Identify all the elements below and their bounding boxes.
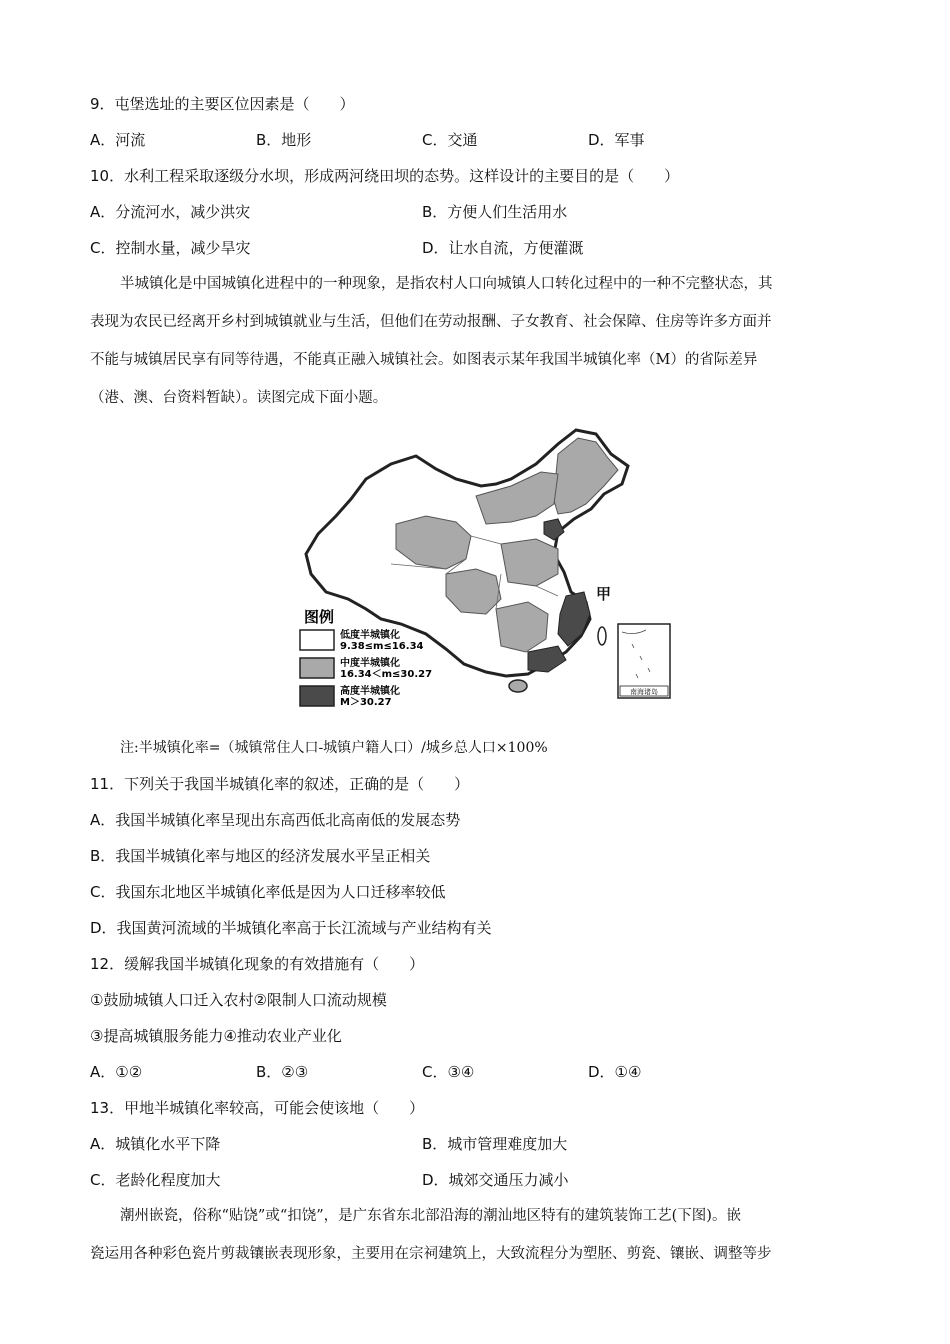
q10-option-a: A．分流河水，减少洪灾 bbox=[90, 203, 251, 221]
q9-option-c: C．交通 bbox=[422, 131, 478, 149]
q11-option-b: B．我国半城镇化率与地区的经济发展水平呈正相关 bbox=[90, 847, 431, 865]
q13-option-a: A．城镇化水平下降 bbox=[90, 1135, 221, 1153]
q12-stem: 12．缓解我国半城镇化现象的有效措施有（ ） bbox=[90, 955, 425, 973]
legend-medium-label: 中度半城镇化 bbox=[340, 658, 400, 669]
q11-option-a: A．我国半城镇化率呈现出东高西低北高南低的发展态势 bbox=[90, 811, 461, 829]
q12-items-2: ③提高城镇服务能力④推动农业产业化 bbox=[90, 1027, 342, 1045]
q13-option-d: D．城郊交通压力减小 bbox=[422, 1171, 569, 1189]
q9-option-a: A．河流 bbox=[90, 131, 146, 149]
q13-option-b: B．城市管理难度加大 bbox=[422, 1135, 568, 1153]
passage1-line-3: 不能与城镇居民享有同等待遇，不能真正融入城镇社会。如图表示某年我国半城镇化率（M）的省际差异 bbox=[90, 352, 758, 368]
passage1-line-2: 表现为农民已经离开乡村到城镇就业与生活，但他们在劳动报酬、子女教育、社会保障、住房等许多方面并 bbox=[90, 314, 772, 330]
legend-swatch-high bbox=[300, 686, 334, 706]
q11-option-d: D．我国黄河流域的半城镇化率高于长江流域与产业结构有关 bbox=[90, 919, 492, 937]
q9-option-b: B．地形 bbox=[256, 131, 312, 149]
q10-option-b: B．方便人们生活用水 bbox=[422, 203, 568, 221]
passage1-line-1: 半城镇化是中国城镇化进程中的一种现象，是指农村人口向城镇人口转化过程中的一种不完整状态，其 bbox=[120, 276, 773, 292]
legend-high-label: 高度半城镇化 bbox=[340, 686, 400, 697]
q11-stem: 11．下列关于我国半城镇化率的叙述，正确的是（ ） bbox=[90, 775, 470, 793]
legend-swatch-low bbox=[300, 630, 334, 650]
legend-low-label: 低度半城镇化 bbox=[340, 630, 400, 641]
q11-option-c: C．我国东北地区半城镇化率低是因为人口迁移率较低 bbox=[90, 883, 446, 901]
q13-option-c: C．老龄化程度加大 bbox=[90, 1171, 221, 1189]
legend-swatch-medium bbox=[300, 658, 334, 678]
legend-title: 图例 bbox=[304, 608, 335, 626]
map-note: 注:半城镇化率=（城镇常住人口-城镇户籍人口）/城乡总人口×100% bbox=[120, 740, 548, 756]
q10-option-d: D．让水自流，方便灌溉 bbox=[422, 239, 584, 257]
q12-option-b: B．②③ bbox=[256, 1063, 309, 1081]
passage1-line-4: （港、澳、台资料暂缺）。读图完成下面小题。 bbox=[90, 390, 388, 406]
q10-stem: 10．水利工程采取逐级分水坝，形成两河绕田坝的态势。这样设计的主要目的是（ ） bbox=[90, 167, 680, 185]
q12-option-d: D．①④ bbox=[588, 1063, 642, 1081]
q10-option-c: C．控制水量，减少旱灾 bbox=[90, 239, 251, 257]
passage2-line-1: 潮州嵌瓷，俗称“贴饶”或“扣饶”，是广东省东北部沿海的潮汕地区特有的建筑装饰工艺(下图)。嵌 bbox=[120, 1208, 741, 1224]
region-hainan bbox=[509, 680, 527, 692]
q12-option-c: C．③④ bbox=[422, 1063, 475, 1081]
q12-items-1: ①鼓励城镇人口迁入农村②限制人口流动规模 bbox=[90, 991, 387, 1009]
region-taiwan bbox=[598, 627, 606, 645]
q9-option-d: D．军事 bbox=[588, 131, 645, 149]
q13-stem: 13．甲地半城镇化率较高，可能会使该地（ ） bbox=[90, 1099, 425, 1117]
region-central bbox=[501, 539, 558, 586]
china-semi-urbanization-map bbox=[296, 424, 676, 714]
label-jia: 甲 bbox=[596, 585, 612, 603]
passage2-line-2: 瓷运用各种彩色瓷片剪裁镶嵌表现形象，主要用在宗祠建筑上，大致流程分为塑胚、剪瓷、镶嵌、调整等步 bbox=[90, 1246, 772, 1262]
legend-low-range: 9.38≤m≤16.34 bbox=[340, 641, 424, 652]
legend-high-range: M＞30.27 bbox=[340, 697, 392, 708]
q9-stem: 9．屯堡选址的主要区位因素是（ ） bbox=[90, 95, 355, 113]
legend-medium-range: 16.34＜m≤30.27 bbox=[340, 669, 433, 680]
inset-label: 南海诸岛 bbox=[630, 688, 658, 696]
q12-option-a: A．①② bbox=[90, 1063, 143, 1081]
